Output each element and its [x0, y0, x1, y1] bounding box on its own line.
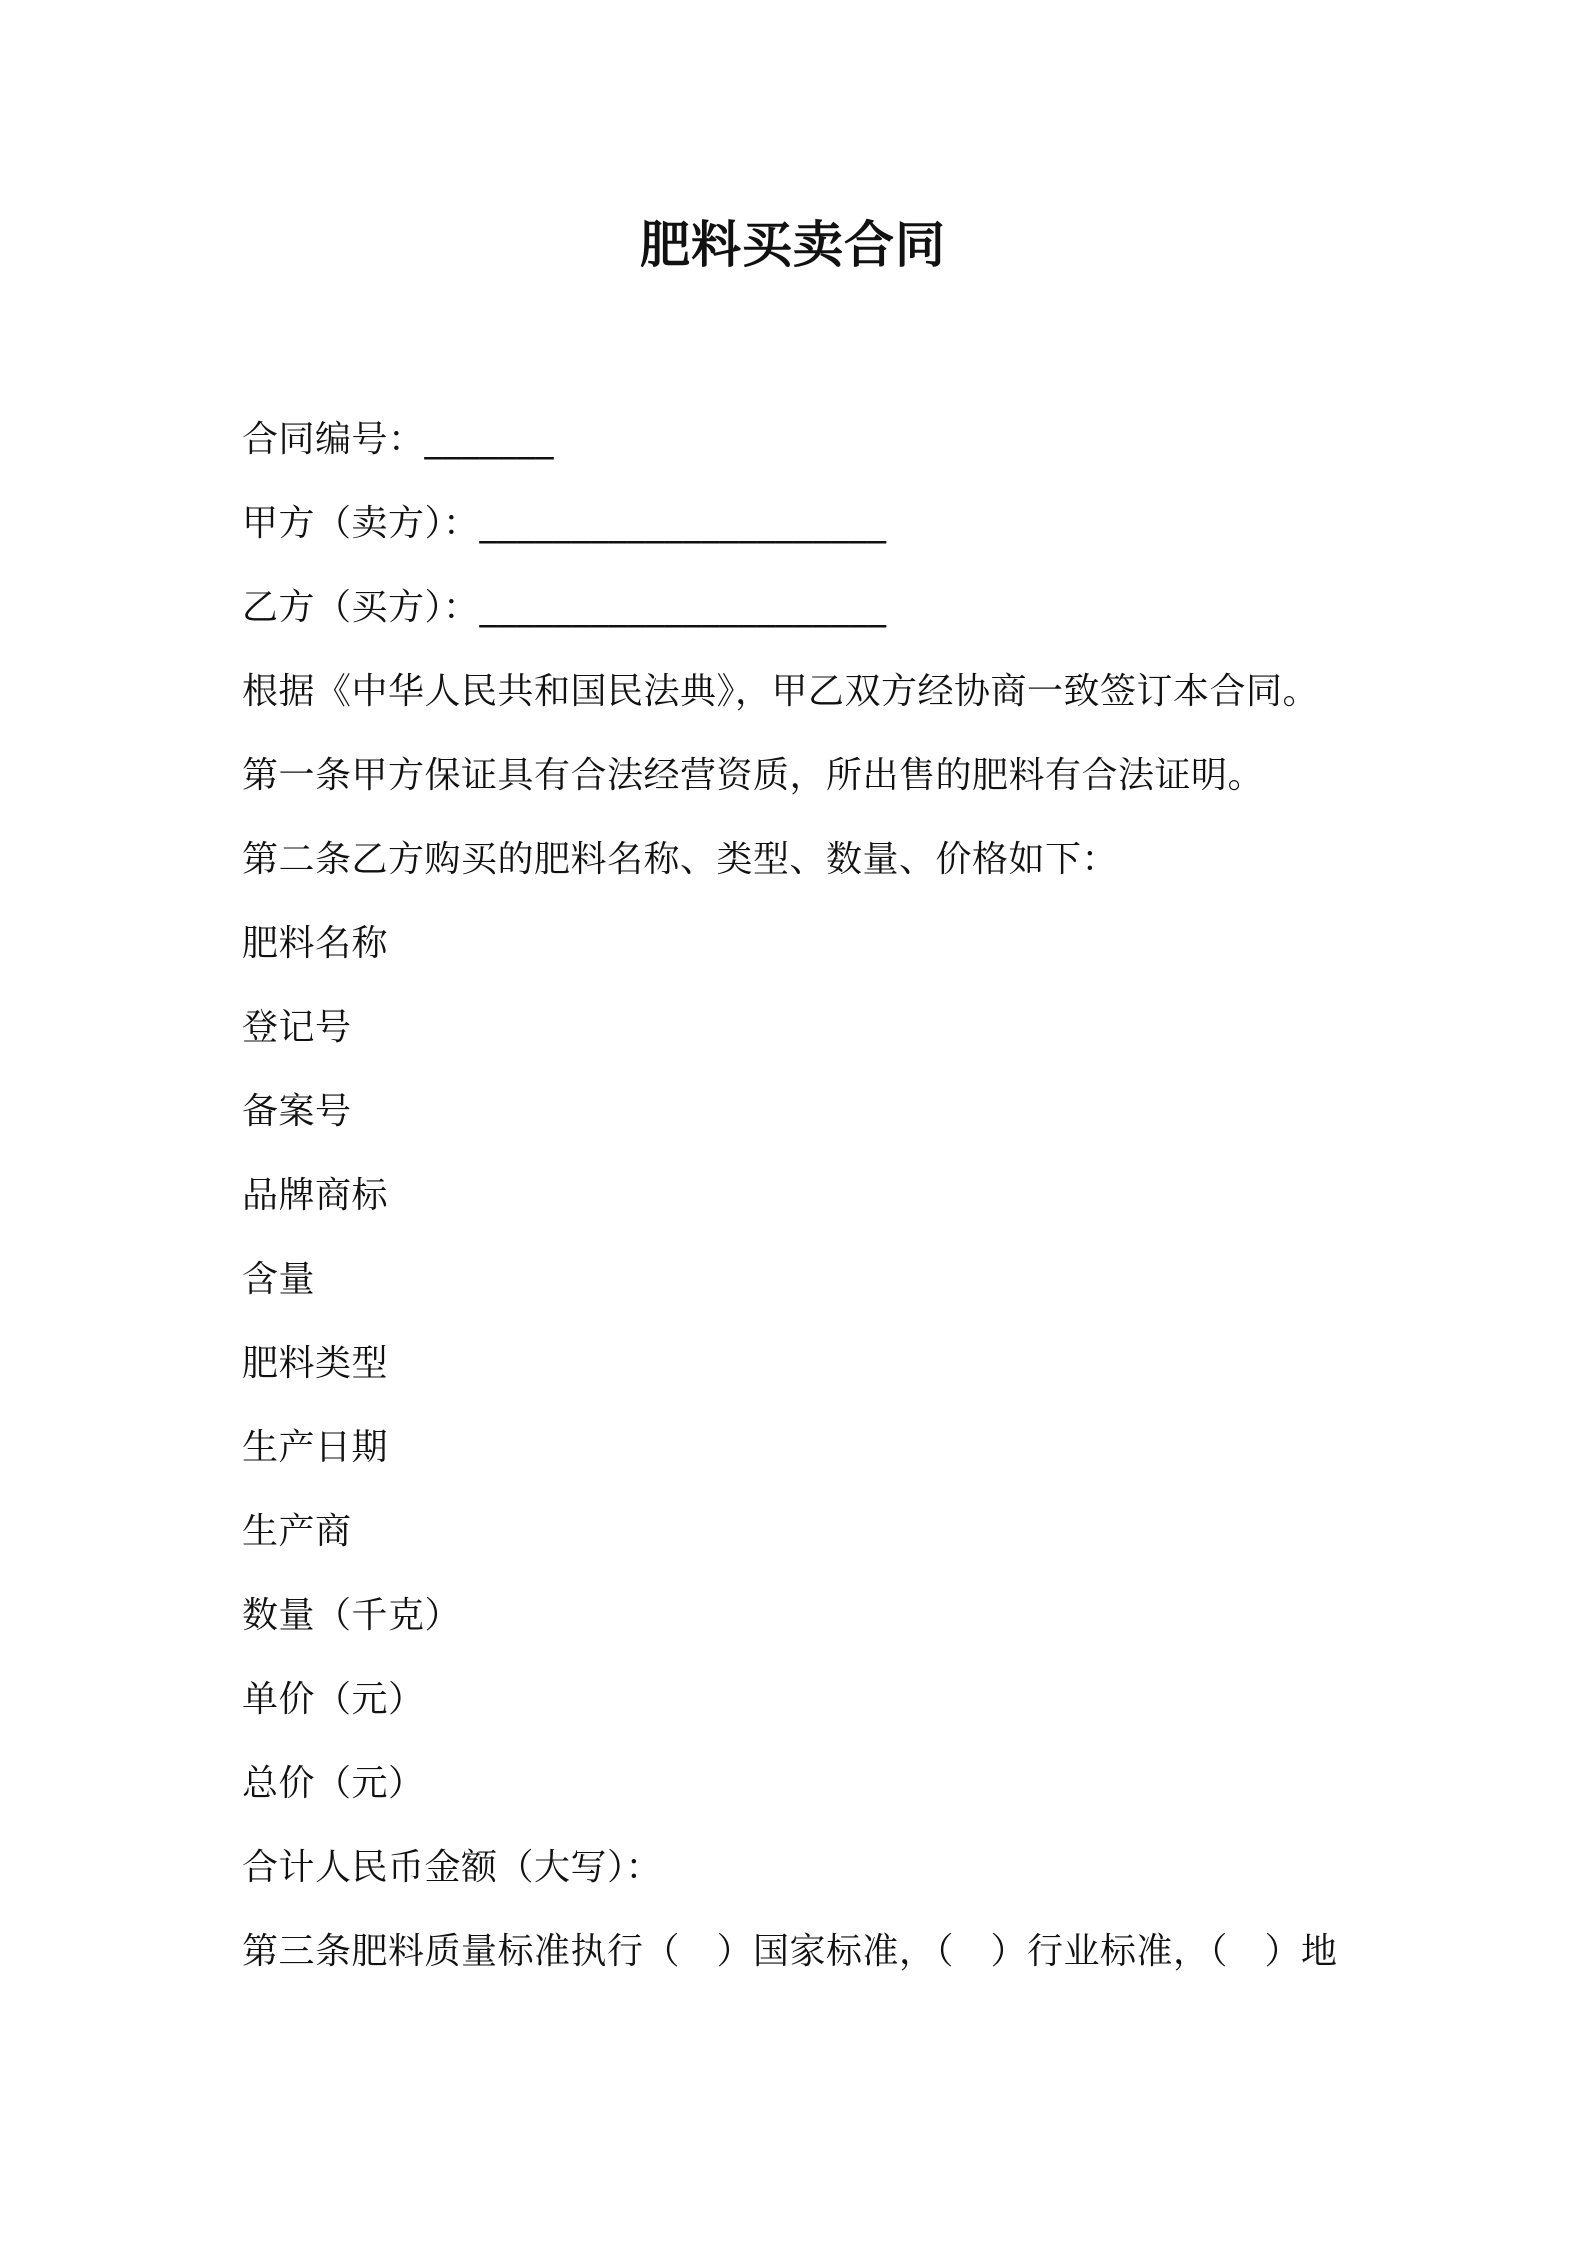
document-title: 肥料买卖合同: [640, 216, 946, 274]
field-fertilizer-type: 肥料类型: [242, 1343, 389, 1384]
article-one: 第一条甲方保证具有合法经营资质，所出售的肥料有合法证明。: [242, 755, 1265, 796]
field-quantity-kg: 数量（千克）: [242, 1595, 462, 1636]
field-unit-price: 单价（元）: [242, 1679, 425, 1720]
field-content: 含量: [242, 1259, 316, 1300]
contract-number-line: 合同编号：_______: [242, 419, 555, 460]
field-registration-number: 登记号: [242, 1007, 352, 1048]
article-two: 第二条乙方购买的肥料名称、类型、数量、价格如下：: [242, 839, 1119, 880]
field-total-price: 总价（元）: [242, 1763, 425, 1804]
field-manufacturer: 生产商: [242, 1511, 352, 1552]
document-body: [242, 398, 1442, 1994]
field-production-date: 生产日期: [242, 1427, 389, 1468]
preamble-paragraph: 根据《中华人民共和国民法典》，甲乙双方经协商一致签订本合同。: [242, 671, 1320, 712]
field-brand-trademark: 品牌商标: [242, 1175, 389, 1216]
party-b-buyer-line: 乙方（买方）：______________________: [242, 587, 887, 628]
field-filing-number: 备案号: [242, 1091, 352, 1132]
field-fertilizer-name: 肥料名称: [242, 923, 389, 964]
party-a-seller-line: 甲方（卖方）：______________________: [242, 503, 887, 544]
article-three: 第三条肥料质量标准执行（ ）国家标准，（ ）行业标准，（ ）地: [242, 1931, 1338, 1972]
field-total-amount-rmb: 合计人民币金额（大写）：: [242, 1847, 663, 1888]
